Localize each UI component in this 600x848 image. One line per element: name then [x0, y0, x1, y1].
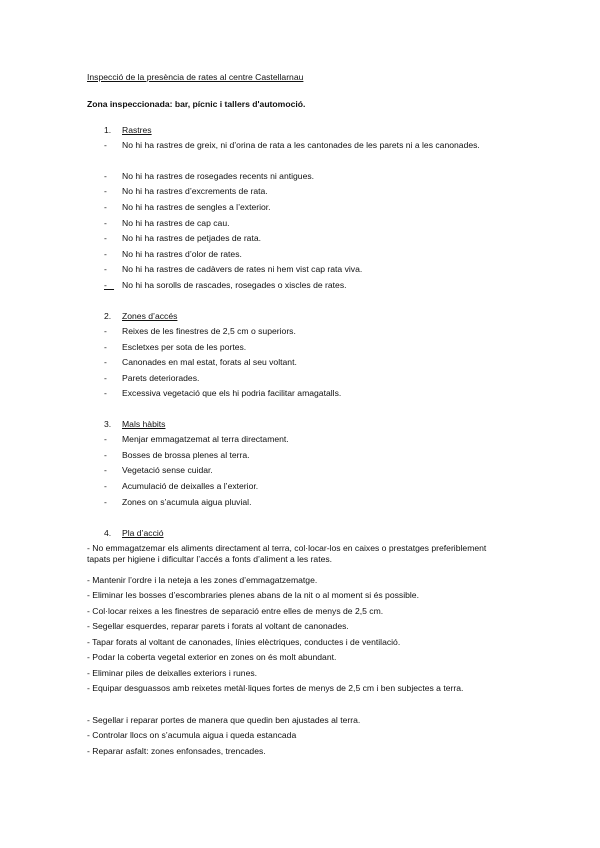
section-number: 4. — [104, 528, 112, 538]
plan-item: - Controlar llocs on s’acumula aigua i queda estancada — [87, 730, 297, 740]
plan-item: - Segellar i reparar portes de manera que quedin ben ajustades al terra. — [87, 715, 361, 725]
plan-item: - Podar la coberta vegetal exterior en zones on és molt abundant. — [87, 652, 337, 662]
list-item: - Escletxes per sota de les portes. — [104, 342, 247, 352]
list-item: - Reixes de les finestres de 2,5 cm o superiors. — [104, 326, 296, 336]
list-item: - Menjar emmagatzemat al terra directament. — [104, 434, 289, 444]
plan-item: - Eliminar les bosses d’escombraries plenes abans de la nit o al moment si és possible. — [87, 590, 419, 600]
list-item: - No hi ha rastres de cap cau. — [104, 218, 230, 228]
list-item: - Vegetació sense cuidar. — [104, 465, 213, 475]
document-subtitle: Zona inspeccionada: bar, pícnic i tallers d'automoció. — [87, 99, 306, 109]
list-item: - Bosses de brossa plenes al terra. — [104, 450, 250, 460]
list-item: - No hi ha sorolls de rascades, rosegades o xiscles de rates. — [104, 280, 347, 290]
list-item: - Acumulació de deixalles a l’exterior. — [104, 481, 259, 491]
document-title: Inspecció de la presència de rates al centre Castellarnau — [87, 72, 304, 82]
list-item: - Excessiva vegetació que els hi podria facilitar amagatalls. — [104, 388, 342, 398]
list-item: - No hi ha rastres de rosegades recents ni antigues. — [104, 171, 315, 181]
plan-item: - Mantenir l’ordre i la neteja a les zones d’emmagatzematge. — [87, 575, 318, 585]
list-item: - No hi ha rastres de greix, ni d’orina de rata a les cantonades de les parets ni a les canonades. — [104, 140, 480, 150]
list-item: - Zones on s’acumula aigua pluvial. — [104, 497, 252, 507]
section-label: Rastres — [122, 125, 152, 135]
section-heading-rastres — [104, 125, 152, 136]
plan-item: - No emmagatzemar els aliments directament al terra, col·locar-los en caixes o prestatges preferiblement tapats per higiene i dificultar l’accés a fonts d’aliment a les rates. — [87, 543, 487, 564]
section-heading-zones-acces — [104, 311, 177, 322]
plan-item: - Col·locar reixes a les finestres de separació entre elles de menys de 2,5 cm. — [87, 606, 384, 616]
plan-item: - Reparar asfalt: zones enfonsades, trencades. — [87, 746, 266, 756]
section-label: Mals hàbits — [122, 419, 166, 429]
plan-item: - Equipar desguassos amb reixetes metàl·liques fortes de menys de 2,5 cm i ben subjectes a terra. — [87, 683, 464, 693]
list-item: - No hi ha rastres d’excrements de rata. — [104, 186, 268, 196]
section-label: Pla d’acció — [122, 528, 164, 538]
section-number: 1. — [104, 125, 112, 135]
section-number: 3. — [104, 419, 112, 429]
section-heading-mals-habits — [104, 419, 165, 430]
plan-item: - Segellar esquerdes, reparar parets i forats al voltant de canonades. — [87, 621, 349, 631]
section-number: 2. — [104, 311, 112, 321]
plan-item: - Eliminar piles de deixalles exteriors i runes. — [87, 668, 258, 678]
plan-item: - Tapar forats al voltant de canonades, línies elèctriques, conductes i de ventilació. — [87, 637, 401, 647]
list-item: - No hi ha rastres de sengles a l’exterior. — [104, 202, 271, 212]
list-item: - No hi ha rastres de cadàvers de rates ni hem vist cap rata viva. — [104, 264, 363, 274]
section-heading-pla-accio — [104, 528, 164, 539]
list-item: - No hi ha rastres d’olor de rates. — [104, 249, 242, 259]
list-item: - Canonades en mal estat, forats al seu voltant. — [104, 357, 297, 367]
list-item: - Parets deteriorades. — [104, 373, 200, 383]
list-item: - No hi ha rastres de petjades de rata. — [104, 233, 262, 243]
section-label: Zones d’accés — [122, 311, 178, 321]
